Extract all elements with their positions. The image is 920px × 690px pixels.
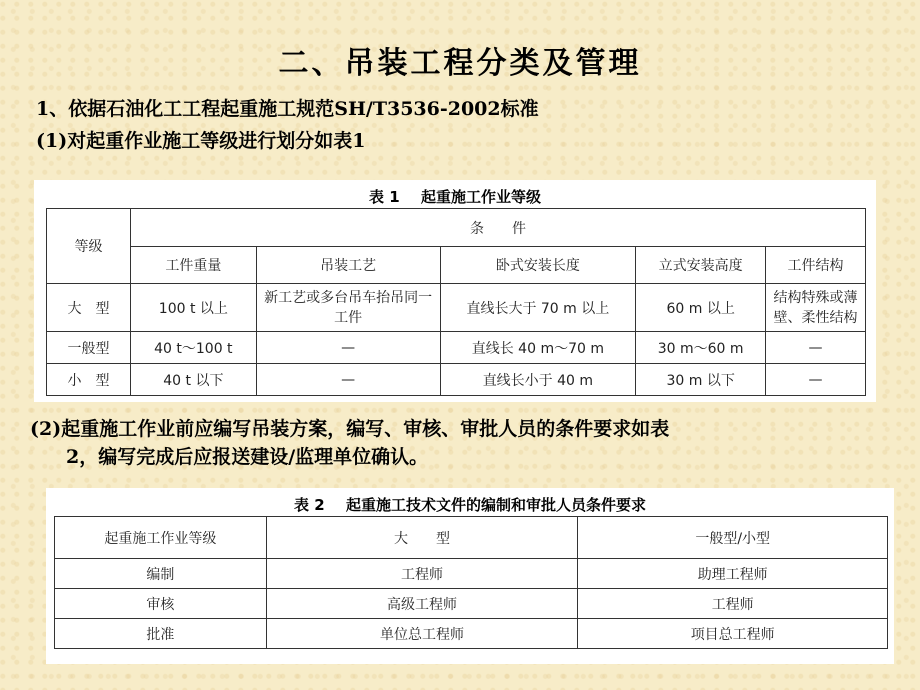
table-row xyxy=(47,284,866,332)
table-row xyxy=(47,332,866,364)
table1-col-header: 工件重量 xyxy=(130,247,256,284)
table1-col-header: 工件结构 xyxy=(766,247,866,284)
table-header-row xyxy=(47,209,866,247)
table-cell: 直线长 40 m～70 m xyxy=(440,332,636,364)
table2-col-header: 一般型/小型 xyxy=(578,517,888,559)
table-cell: 30 m～60 m xyxy=(636,332,766,364)
table-cell: 直线长小于 40 m xyxy=(440,364,636,396)
table-cell: 工程师 xyxy=(266,559,578,589)
table-cell: 40 t～100 t xyxy=(130,332,256,364)
table-cell: 新工艺或多台吊车抬吊同一工件 xyxy=(256,284,440,332)
table-cell: 60 m 以上 xyxy=(636,284,766,332)
table-row xyxy=(47,364,866,396)
section-2-line-b: 2，编写完成后应报送建设/监理单位确认。 xyxy=(66,446,429,468)
table1-header-conditions: 条 件 xyxy=(130,209,865,247)
table-cell: 小 型 xyxy=(47,364,131,396)
table-cell: — xyxy=(256,332,440,364)
table-cell: 高级工程师 xyxy=(266,589,578,619)
table2-caption-text: 起重施工技术文件的编制和审批人员条件要求 xyxy=(345,496,646,514)
section-2-line-a: (2)起重施工作业前应编写吊装方案，编写、审核、审批人员的条件要求如表 xyxy=(30,418,670,440)
table-cell: 工程师 xyxy=(578,589,888,619)
table2-caption-no: 表 2 xyxy=(294,496,325,514)
table2-col-header: 大 型 xyxy=(266,517,578,559)
table-cell: — xyxy=(766,332,866,364)
table-cell: 单位总工程师 xyxy=(266,619,578,649)
table-cell: 结构特殊或薄壁、柔性结构 xyxy=(766,284,866,332)
table-cell: 批准 xyxy=(55,619,267,649)
table1-col-header: 卧式安装长度 xyxy=(440,247,636,284)
table1-caption-text: 起重施工作业等级 xyxy=(420,188,541,206)
table1-col-header: 吊装工艺 xyxy=(256,247,440,284)
table-cell: — xyxy=(256,364,440,396)
section-2-text xyxy=(30,415,892,471)
table-cell: 审核 xyxy=(55,589,267,619)
table-row xyxy=(55,559,888,589)
table-cell: — xyxy=(766,364,866,396)
table-row xyxy=(55,589,888,619)
table1-panel xyxy=(34,180,876,402)
table-cell: 100 t 以上 xyxy=(130,284,256,332)
table-cell: 项目总工程师 xyxy=(578,619,888,649)
table-cell: 直线长大于 70 m 以上 xyxy=(440,284,636,332)
table2-caption xyxy=(46,494,894,516)
table2 xyxy=(54,516,888,649)
section-1-intro: (1)对起重作业施工等级进行划分如表1 xyxy=(36,130,366,152)
table1-col-header: 立式安装高度 xyxy=(636,247,766,284)
table-cell: 30 m 以下 xyxy=(636,364,766,396)
standard-reference: 1、依据石油化工工程起重施工规范SH/T3536-2002标准 xyxy=(36,98,539,120)
table-row xyxy=(55,619,888,649)
table-cell: 编制 xyxy=(55,559,267,589)
table-header-row xyxy=(55,517,888,559)
table1-caption xyxy=(34,186,876,208)
table2-panel xyxy=(46,488,894,664)
table-cell: 40 t 以下 xyxy=(130,364,256,396)
table1-header-grade: 等级 xyxy=(47,209,131,284)
table2-col-header: 起重施工作业等级 xyxy=(55,517,267,559)
table-header-row xyxy=(47,247,866,284)
table-cell: 一般型 xyxy=(47,332,131,364)
table1-caption-no: 表 1 xyxy=(369,188,400,206)
table1 xyxy=(46,208,866,396)
table-cell: 助理工程师 xyxy=(578,559,888,589)
page-title: 二、吊装工程分类及管理 xyxy=(278,46,642,81)
table-cell: 大 型 xyxy=(47,284,131,332)
